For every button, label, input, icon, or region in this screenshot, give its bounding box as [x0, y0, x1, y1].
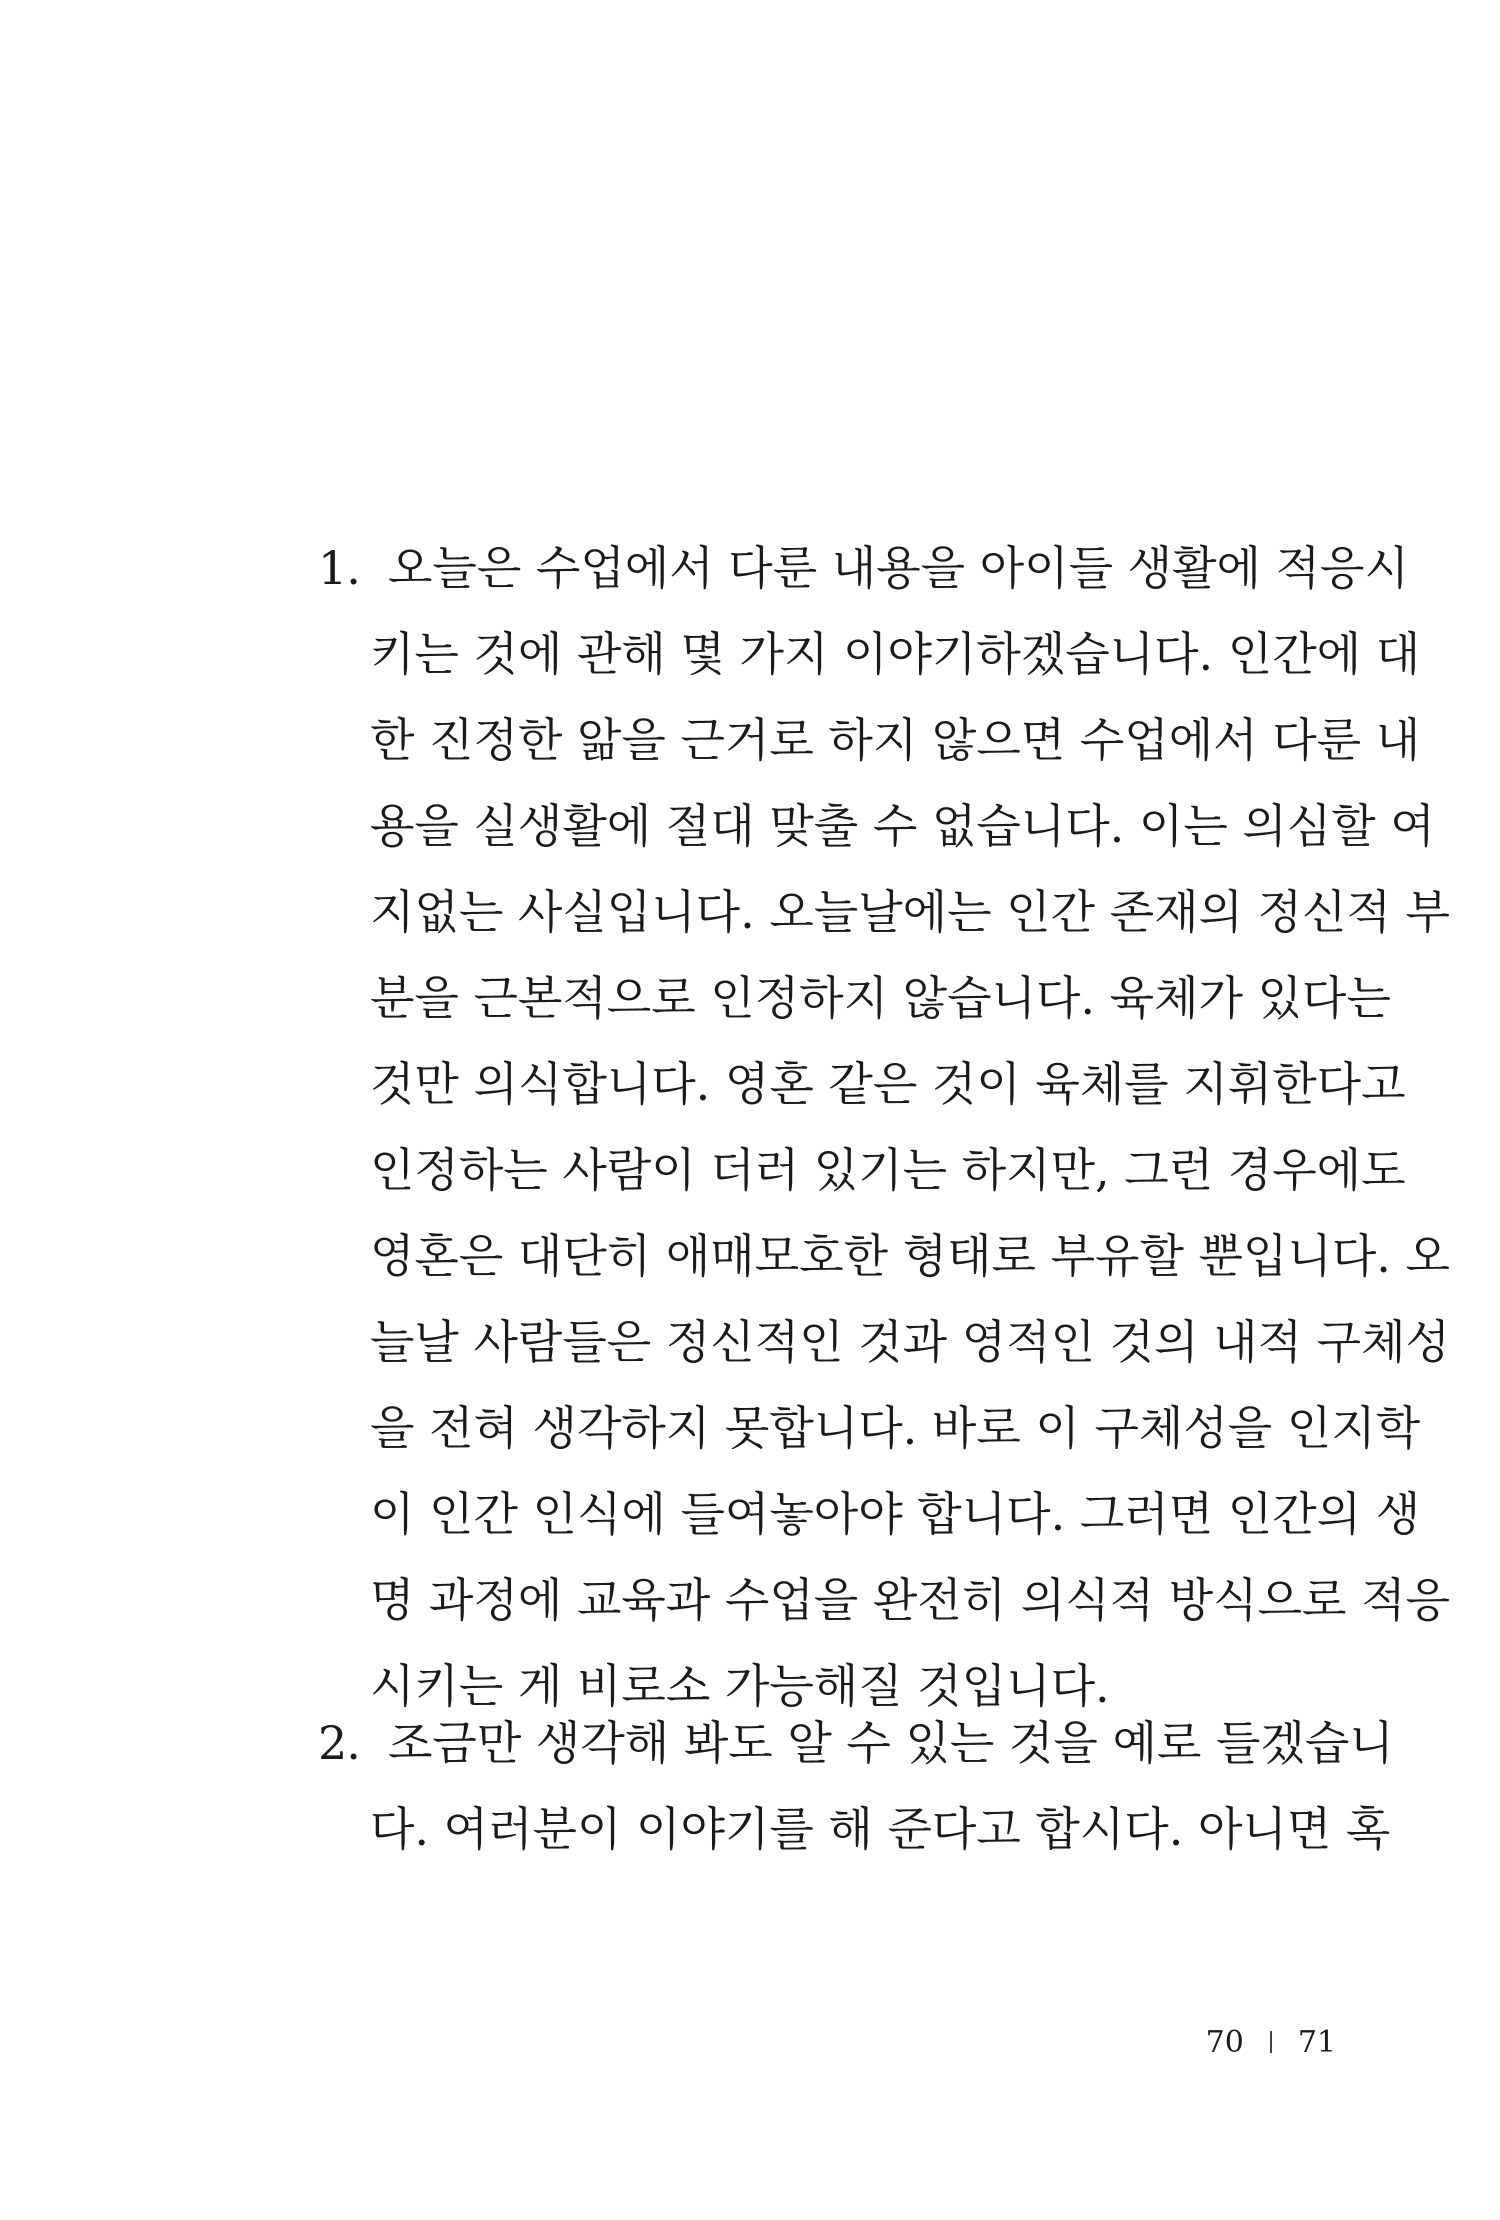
text-line: 것만 의식합니다. 영혼 같은 것이 육체를 지휘한다고 — [370, 1057, 1406, 1111]
text-line: 지없는 사실입니다. 오늘날에는 인간 존재의 정신적 부 — [370, 885, 1450, 939]
text-line: 분을 근본적으로 인정하지 않습니다. 육체가 있다는 — [370, 971, 1391, 1025]
page-numbers — [1180, 2022, 1336, 2062]
paragraph-number: 2. — [318, 1716, 360, 1770]
text-line: 키는 것에 관해 몇 가지 이야기하겠습니다. 인간에 대 — [370, 627, 1421, 681]
text-line: 영혼은 대단히 애매모호한 형태로 부유할 뿐입니다. 오 — [370, 1229, 1450, 1283]
text-line: 명 과정에 교육과 수업을 완전히 의식적 방식으로 적응 — [370, 1573, 1450, 1627]
text-line: 용을 실생활에 절대 맞출 수 없습니다. 이는 의심할 여 — [370, 799, 1435, 853]
paragraph-1 — [318, 525, 1450, 1729]
page-number-divider — [1270, 2031, 1272, 2053]
text-line: 늘날 사람들은 정신적인 것과 영적인 것의 내적 구체성 — [370, 1315, 1450, 1369]
left-page-number: 70 — [1205, 2024, 1244, 2060]
text-line: 을 전혀 생각하지 못합니다. 바로 이 구체성을 인지학 — [370, 1401, 1421, 1455]
text-line: 오늘은 수업에서 다룬 내용을 아이들 생활에 적응시 — [388, 541, 1409, 595]
text-line: 인정하는 사람이 더러 있기는 하지만, 그런 경우에도 — [370, 1143, 1406, 1197]
right-page-number: 71 — [1297, 2024, 1336, 2060]
text-line: 시키는 게 비로소 가능해질 것입니다. — [370, 1659, 1110, 1713]
text-line: 한 진정한 앎을 근거로 하지 않으면 수업에서 다룬 내 — [370, 713, 1421, 767]
text-line: 조금만 생각해 봐도 알 수 있는 것을 예로 들겠습니 — [388, 1716, 1394, 1770]
text-line: 다. 여러분이 이야기를 해 준다고 합시다. 아니면 혹 — [370, 1802, 1391, 1856]
paragraph-2 — [318, 1700, 1394, 1872]
paragraph-number: 1. — [318, 541, 360, 595]
text-line: 이 인간 인식에 들여놓아야 합니다. 그러면 인간의 생 — [370, 1487, 1421, 1541]
